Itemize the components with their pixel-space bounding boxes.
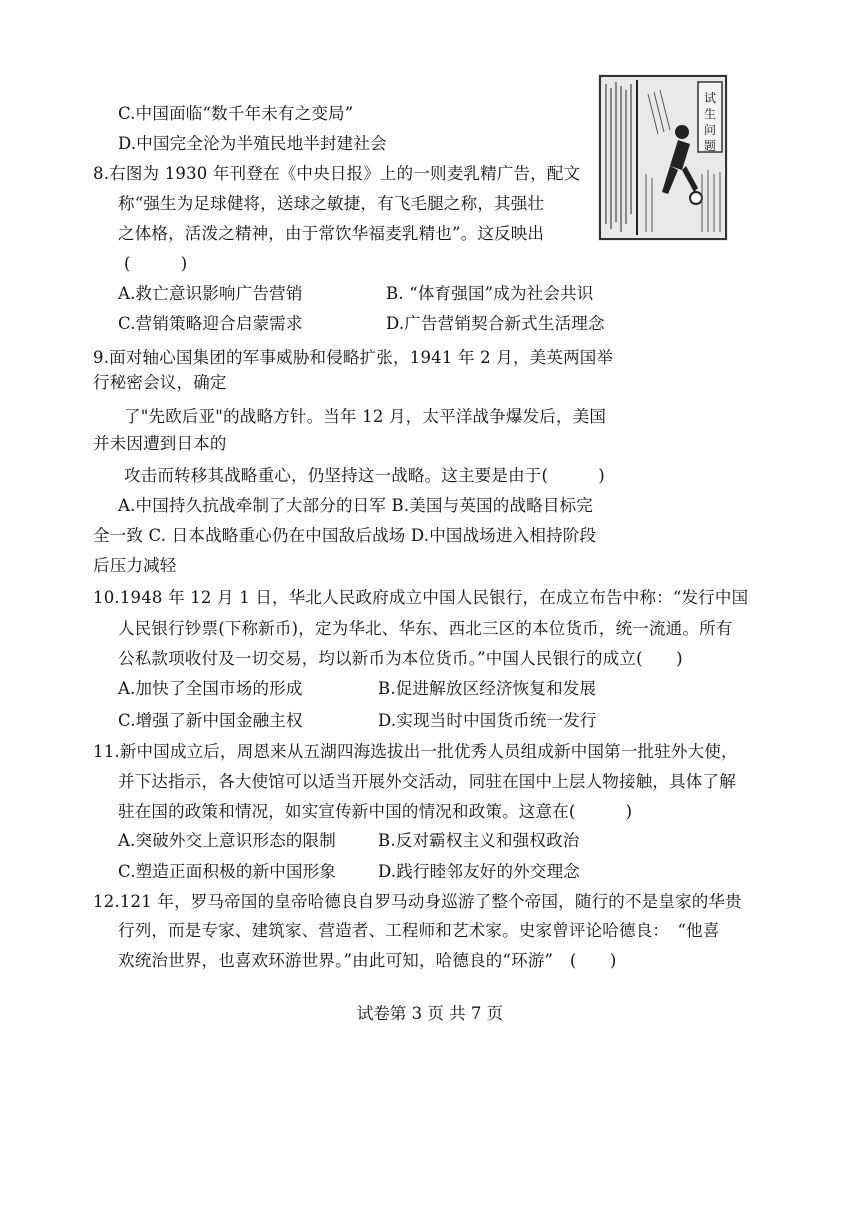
- q10-option-a: A.加快了全国市场的形成: [118, 679, 303, 698]
- q11-stem-line3: 驻在国的政策和情况，如实宣传新中国的情况和政策。这意在( ): [118, 802, 633, 821]
- q8-option-d: D.广告营销契合新式生活理念: [386, 314, 605, 333]
- advertisement-image: [598, 74, 728, 241]
- q8-answer-bracket: ( ): [124, 254, 188, 273]
- page-footer: 试卷第 3 页 共 7 页: [356, 1004, 504, 1023]
- q8-option-b: B. “体育强国”成为社会共识: [386, 284, 594, 303]
- q11-stem-line1: 11.新中国成立后，周恩来从五湖四海选拔出一批优秀人员组成新中国第一批驻外大使，: [93, 742, 738, 761]
- q8-stem-line3: 之体格，活泼之精神，由于常饮华福麦乳精也”。这反映出: [118, 224, 545, 243]
- q9-options-line3: 后压力减轻: [93, 556, 177, 575]
- q7-option-c: C.中国面临“数千年未有之变局”: [118, 104, 354, 123]
- q9-options-line2: 全一致 C. 日本战略重心仍在中国敌后战场 D.中国战场进入相持阶段: [93, 526, 597, 545]
- q12-stem-line1: 12.121 年，罗马帝国的皇帝哈德良自罗马动身巡游了整个帝国，随行的不是皇家的华贵: [93, 892, 742, 911]
- q8-stem-line2: 称“强生为足球健将，送球之敏捷，有飞毛腿之称，其强壮: [118, 194, 545, 213]
- q10-stem-line1: 10.1948 年 12 月 1 日，华北人民政府成立中国人民银行，在成立布告中称：“发行中国: [93, 588, 749, 607]
- q10-stem-line2: 人民银行钞票(下称新币)，定为华北、华东、西北三区的本位货币，统一流通。所有: [118, 619, 733, 638]
- svg-text:生: 生: [703, 107, 717, 121]
- q9-stem-line2: 行秘密会议，确定: [93, 373, 227, 392]
- q10-option-c: C.增强了新中国金融主权: [118, 711, 303, 730]
- q9-options-line1: A.中国持久抗战牵制了大部分的日军 B.美国与英国的战略目标完: [118, 496, 593, 515]
- q8-option-a: A.救亡意识影响广告营销: [118, 284, 303, 303]
- q11-option-a: A.突破外交上意识形态的限制: [118, 831, 336, 850]
- q10-stem-line3: 公私款项收付及一切交易，均以新币为本位货币。”中国人民银行的成立( ): [118, 649, 683, 668]
- q11-option-c: C.塑造正面积极的新中国形象: [118, 862, 337, 881]
- q9-stem-line3: 了"先欧后亚"的战略方针。当年 12 月，太平洋战争爆发后，美国: [124, 407, 607, 426]
- q9-stem-line4: 并未因遭到日本的: [93, 434, 227, 453]
- q9-stem-line5: 攻击而转移其战略重心，仍坚持这一战略。这主要是由于( ): [124, 466, 605, 485]
- q11-option-b: B.反对霸权主义和强权政治: [378, 831, 580, 850]
- svg-text:试: 试: [703, 91, 717, 105]
- q7-option-d: D.中国完全沦为半殖民地半封建社会: [118, 134, 387, 153]
- q9-stem-line1: 9.面对轴心国集团的军事威胁和侵略扩张，1941 年 2 月，美英两国举: [93, 348, 614, 367]
- svg-text:问: 问: [703, 123, 717, 137]
- q11-stem-line2: 并下达指示，各大使馆可以适当开展外交活动，同驻在国中上层人物接触，具体了解: [118, 772, 736, 791]
- q8-option-c: C.营销策略迎合启蒙需求: [118, 314, 303, 333]
- q8-stem-line1: 8.右图为 1930 年刊登在《中央日报》上的一则麦乳精广告，配文: [93, 164, 581, 183]
- q10-option-d: D.实现当时中国货币统一发行: [378, 711, 597, 730]
- q12-stem-line3: 欢统治世界，也喜欢环游世界。”由此可知，哈德良的“环游” ( ): [118, 951, 617, 970]
- q10-option-b: B.促进解放区经济恢复和发展: [378, 679, 597, 698]
- q11-option-d: D.践行睦邻友好的外交理念: [378, 862, 580, 881]
- q12-stem-line2: 行列，而是专家、建筑家、营造者、工程师和艺术家。史家曾评论哈德良： “他喜: [118, 921, 720, 940]
- svg-text:题: 题: [703, 139, 717, 153]
